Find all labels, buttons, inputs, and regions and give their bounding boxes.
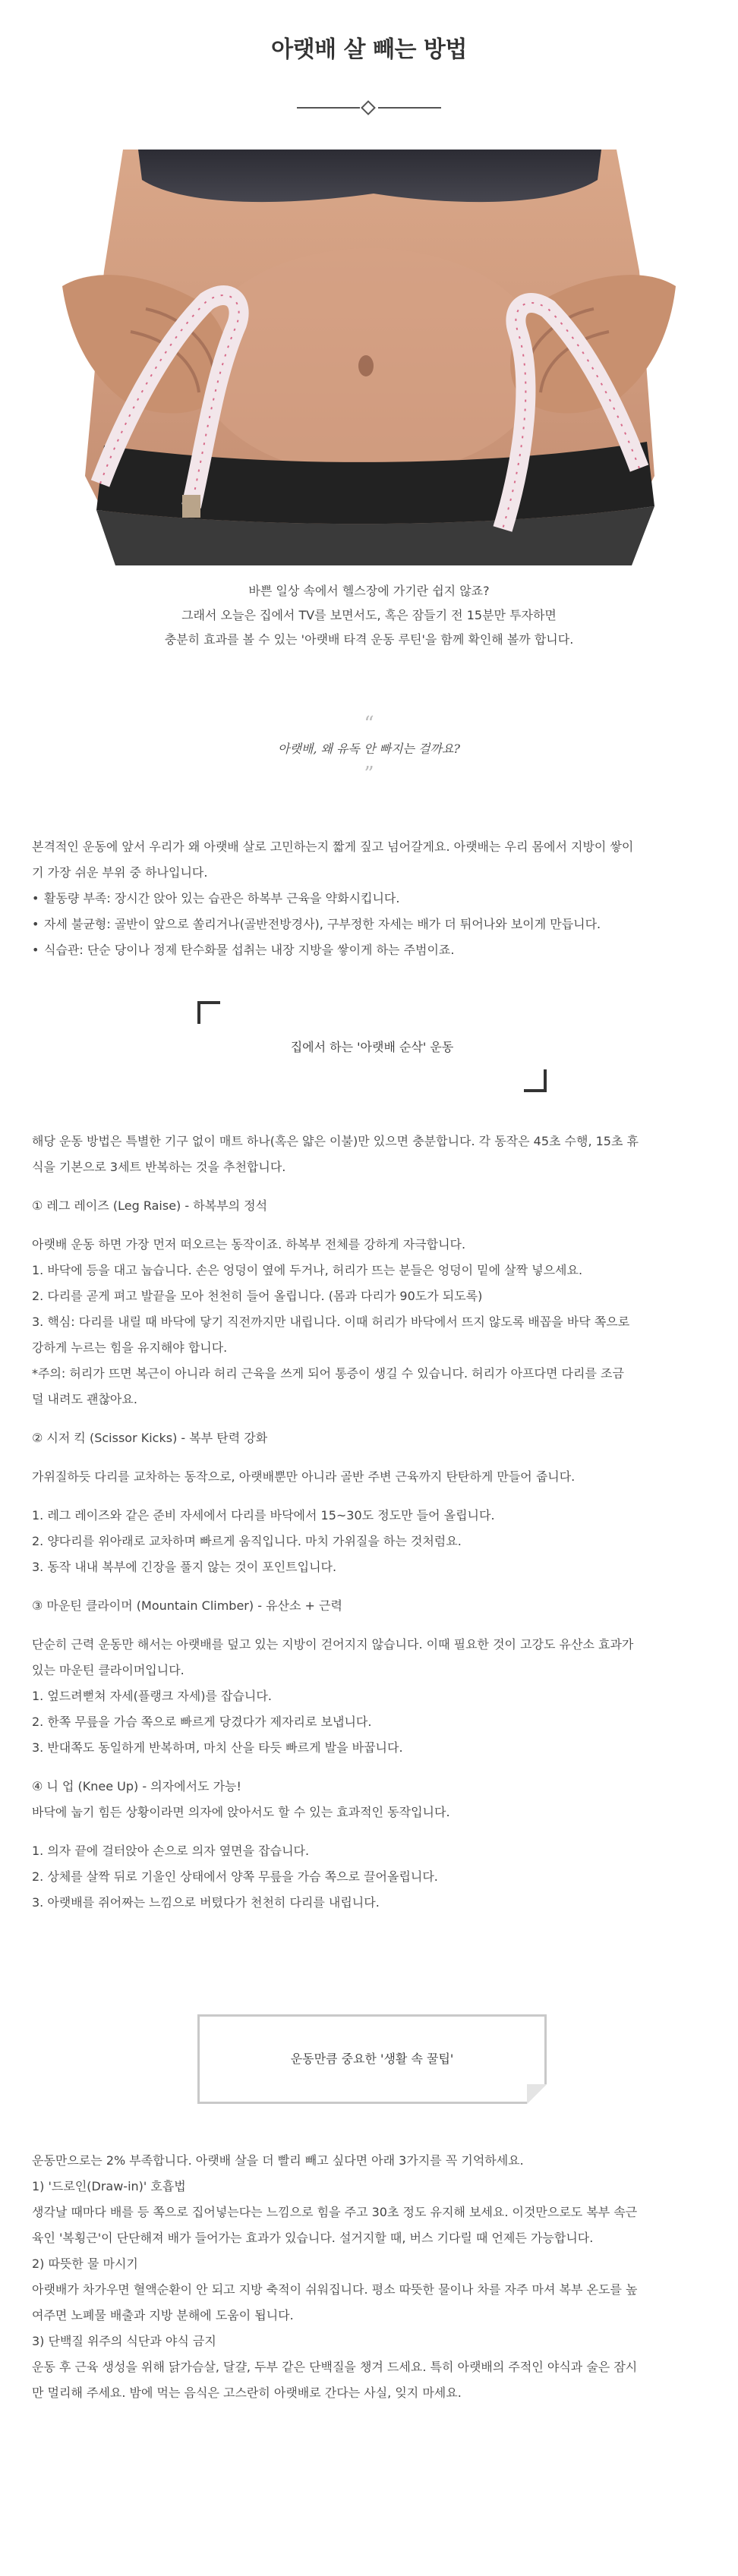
paragraph-line: 3. 동작 내내 복부에 긴장을 풀지 않는 것이 포인트입니다. xyxy=(32,1560,337,1574)
paragraph-line: 강하게 누르는 힘을 유지해야 합니다. xyxy=(32,1340,228,1355)
page-title: 아랫배 살 빼는 방법 xyxy=(271,36,467,63)
paragraph-line: 아랫배가 차가우면 혈액순환이 안 되고 지방 축적이 쉬워집니다. 평소 따뜻한 물이나 차를 자주 마셔 복부 온도를 높 xyxy=(32,2282,638,2297)
paragraph-line: 운동 후 근육 생성을 위해 닭가슴살, 달걀, 두부 같은 단백질을 챙겨 드세요. 특히 아랫배의 주적인 야식과 술은 잠시 xyxy=(32,2360,638,2374)
paragraph-line: 운동만으로는 2% 부족합니다. 아랫배 살을 더 빨리 빼고 싶다면 아래 3가지를 꼭 기억하세요. xyxy=(32,2153,524,2168)
paragraph-line: 아랫배 운동 하면 가장 먼저 떠오르는 동작이죠. 하복부 전체를 강하게 자극합니다. xyxy=(32,1237,466,1252)
corner-bracket-icon xyxy=(197,1001,220,1024)
intro-line: 충분히 효과를 볼 수 있는 '아랫배 타격 운동 루틴'을 함께 확인해 볼까 합니다. xyxy=(164,632,574,647)
section-exercises xyxy=(0,1129,738,1916)
paragraph-line: 해당 운동 방법은 특별한 기구 없이 매트 하나(혹은 얇은 이불)만 있으면 충분합니다. 각 동작은 45초 수행, 15초 휴 xyxy=(32,1134,639,1148)
bullet-item: • 활동량 부족: 장시간 앉아 있는 습관은 하복부 근육을 약화시킵니다. xyxy=(32,886,706,912)
paragraph-line: 바닥에 눕기 힘든 상황이라면 의자에 앉아서도 할 수 있는 효과적인 동작입니다. xyxy=(32,1805,450,1819)
paragraph-line: 덜 내려도 괜찮아요. xyxy=(32,1392,137,1406)
diamond-icon xyxy=(361,100,376,115)
paragraph-line: 3. 아랫배를 쥐어짜는 느낌으로 버텼다가 천천히 다리를 내립니다. xyxy=(32,1895,380,1910)
quote-text: 아랫배, 왜 유독 안 빠지는 걸까요? xyxy=(277,742,461,756)
quote-block xyxy=(0,714,738,784)
corner-bracket-icon xyxy=(524,1069,547,1092)
section-heading-exercises xyxy=(197,1001,547,1092)
exercise-heading: ② 시저 킥 (Scissor Kicks) - 복부 탄력 강화 xyxy=(32,1431,268,1445)
intro-line: 바쁜 일상 속에서 헬스장에 가기란 쉽지 않죠? xyxy=(248,584,490,598)
intro-line: 그래서 오늘은 집에서 TV를 보면서도, 혹은 잠들기 전 15분만 투자하면 xyxy=(181,608,557,622)
paragraph-line: 식을 기본으로 3세트 반복하는 것을 추천합니다. xyxy=(32,1160,286,1174)
abdomen-tape-measure-photo-icon xyxy=(32,150,706,565)
divider-line-left xyxy=(297,107,360,109)
bullet-item: • 자세 불균형: 골반이 앞으로 쏠리거나(골반전방경사), 구부정한 자세는 배가 더 튀어나와 보이게 만듭니다. xyxy=(32,912,706,937)
section-causes xyxy=(0,834,738,963)
paragraph-line: 여주면 노폐물 배출과 지방 분해에 도움이 됩니다. xyxy=(32,2308,294,2322)
paragraph-line: 가위질하듯 다리를 교차하는 동작으로, 아랫배뿐만 아니라 골반 주변 근육까지 탄탄하게 만들어 줍니다. xyxy=(32,1469,576,1484)
intro-text xyxy=(0,579,738,652)
exercise-heading: ④ 니 업 (Knee Up) - 의자에서도 가능! xyxy=(32,1779,241,1793)
paragraph-line: 2. 상체를 살짝 뒤로 기울인 상태에서 양쪽 무릎을 가슴 쪽으로 끌어올립니다. xyxy=(32,1869,438,1884)
paragraph-line: 3. 반대쪽도 동일하게 반복하며, 마치 산을 타듯 빠르게 발을 바꿉니다. xyxy=(32,1740,403,1755)
section-tips xyxy=(0,2148,738,2406)
paragraph-line: 육인 '복횡근'이 단단해져 배가 들어가는 효과가 있습니다. 설거지할 때, 버스 기다릴 때 언제든 가능합니다. xyxy=(32,2231,594,2245)
paragraph-line: 1. 엎드려뻗쳐 자세(플랭크 자세)를 잡습니다. xyxy=(32,1689,272,1703)
tip-heading: 2) 따뜻한 물 마시기 xyxy=(32,2256,138,2271)
hero-image xyxy=(32,150,706,565)
paragraph-line: 생각날 때마다 배를 등 쪽으로 집어넣는다는 느낌으로 힘을 주고 30초 정도 유지해 보세요. 이것만으로도 복부 속근 xyxy=(32,2205,638,2219)
paragraph-line: 1. 바닥에 등을 대고 눕습니다. 손은 엉덩이 옆에 두거나, 허리가 뜨는 분들은 엉덩이 밑에 살짝 넣으세요. xyxy=(32,1263,583,1277)
bullet-item: • 식습관: 단순 당이나 정제 탄수화물 섭취는 내장 지방을 쌓이게 하는 주범이죠. xyxy=(32,937,706,963)
paragraph-line: 있는 마운틴 클라이머입니다. xyxy=(32,1663,184,1677)
paragraph-line: 3. 핵심: 다리를 내릴 때 바닥에 닿기 직전까지만 내립니다. 이때 허리가 바닥에서 뜨지 않도록 배꼽을 바닥 쪽으로 xyxy=(32,1315,630,1329)
exercise-heading: ③ 마운틴 클라이머 (Mountain Climber) - 유산소 + 근력 xyxy=(32,1598,342,1613)
paragraph-line: 1. 레그 레이즈와 같은 준비 자세에서 다리를 바닥에서 15~30도 정도만 들어 올립니다. xyxy=(32,1508,495,1523)
page-fold-icon xyxy=(527,2084,547,2104)
section-heading-tips xyxy=(197,2014,547,2104)
paragraph-line: 기 가장 쉬운 부위 중 하나입니다. xyxy=(32,865,208,880)
paragraph-line: 2. 한쪽 무릎을 가슴 쪽으로 빠르게 당겼다가 제자리로 보냅니다. xyxy=(32,1715,372,1729)
divider-line-right xyxy=(378,107,441,109)
open-quote-icon: “ xyxy=(364,713,374,735)
paragraph-line: *주의: 허리가 뜨면 복근이 아니라 허리 근육을 쓰게 되어 통증이 생길 수 있습니다. 허리가 아프다면 다리를 조금 xyxy=(32,1366,624,1381)
section-heading-text: 운동만큼 중요한 '생활 속 꿀팁' xyxy=(290,2052,454,2066)
tip-heading: 1) '드로인(Draw-in)' 호흡법 xyxy=(32,2179,186,2193)
tip-heading: 3) 단백질 위주의 식단과 야식 금지 xyxy=(32,2334,216,2348)
paragraph-line: 2. 양다리를 위아래로 교차하며 빠르게 움직입니다. 마치 가위질을 하는 것처럼요. xyxy=(32,1534,462,1548)
exercise-heading: ① 레그 레이즈 (Leg Raise) - 하복부의 정석 xyxy=(32,1198,268,1213)
paragraph-line: 단순히 근력 운동만 해서는 아랫배를 덮고 있는 지방이 걷어지지 않습니다. 이때 필요한 것이 고강도 유산소 효과가 xyxy=(32,1637,634,1652)
close-quote-icon: ” xyxy=(364,763,374,786)
section-heading-text: 집에서 하는 '아랫배 순삭' 운동 xyxy=(290,1040,454,1054)
paragraph-line: 만 멀리해 주세요. 밤에 먹는 음식은 고스란히 아랫배로 간다는 사실, 잊지 마세요. xyxy=(32,2385,462,2400)
paragraph-line: 1. 의자 끝에 걸터앉아 손으로 의자 옆면을 잡습니다. xyxy=(32,1844,310,1858)
title-divider xyxy=(297,100,441,115)
paragraph-line: 본격적인 운동에 앞서 우리가 왜 아랫배 살로 고민하는지 짧게 짚고 넘어갈게요. 아랫배는 우리 몸에서 지방이 쌓이 xyxy=(32,839,634,854)
paragraph-line: 2. 다리를 곧게 펴고 발끝을 모아 천천히 들어 올립니다. (몸과 다리가 90도가 되도록) xyxy=(32,1289,483,1303)
